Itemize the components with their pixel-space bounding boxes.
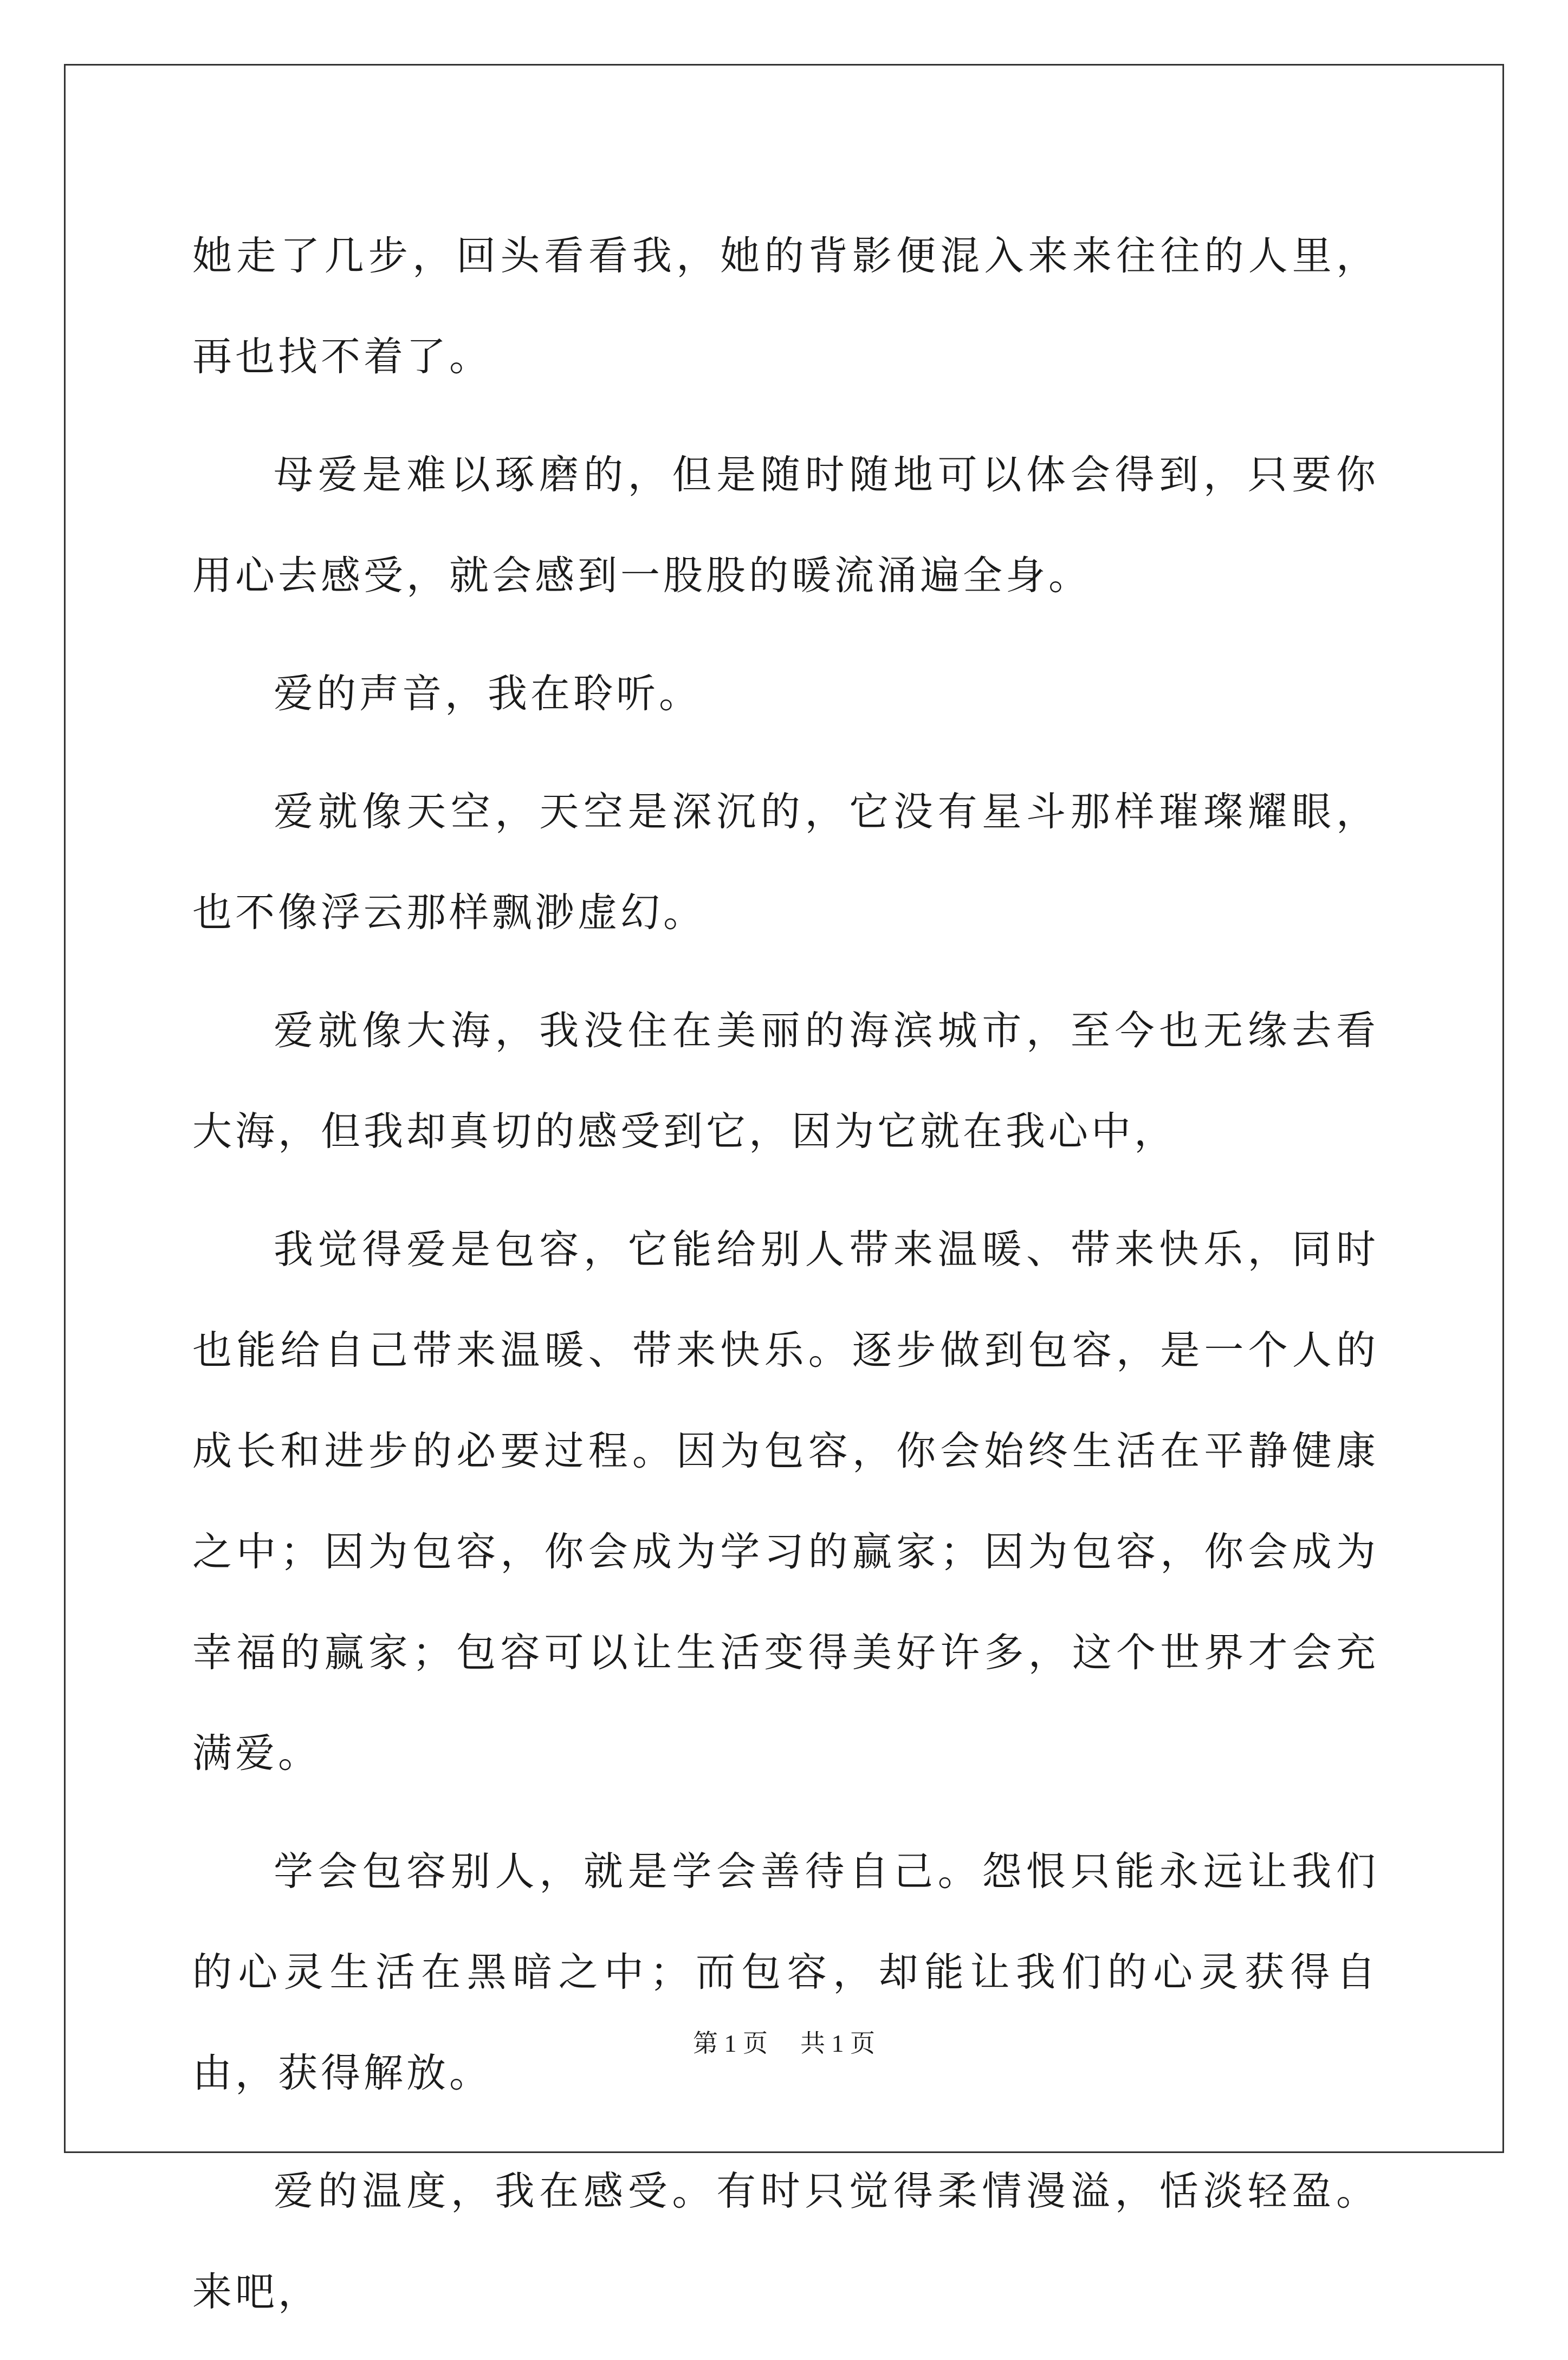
paragraph-2: 母爱是难以琢磨的，但是随时随地可以体会得到，只要你用心去感受，就会感到一股股的暖流涌遍全身。 <box>192 452 1379 599</box>
paragraph-4: 爱就像天空，天空是深沉的，它没有星斗那样璀璨耀眼，也不像浮云那样飘渺虚幻。 <box>192 789 1379 936</box>
paragraph-1: 她走了几步，回头看看我，她的背影便混入来来往往的人里，再也找不着了。 <box>192 233 1379 380</box>
paragraph-7: 学会包容别人，就是学会善待自己。怨恨只能永远让我们的心灵生活在黑暗之中；而包容，却能让我们的心灵获得自由，获得解放。 <box>192 1849 1379 2096</box>
paragraph-8: 爱的温度，我在感受。有时只觉得柔情漫溢，恬淡轻盈。来吧， <box>192 2168 1379 2315</box>
page-footer <box>0 2027 1568 2060</box>
paragraph-3: 爱的声音，我在聆听。 <box>274 671 702 717</box>
page-total: 共 1 页 <box>800 2030 875 2057</box>
paragraph-6: 我觉得爱是包容，它能给别人带来温暖、带来快乐，同时也能给自己带来温暖、带来快乐。逐步做到包容，是一个人的成长和进步的必要过程。因为包容，你会始终生活在平静健康之中；因为包容，你会成为学习的赢家；因为包容，你会成为幸福的赢家；包容可以让生活变得美好许多，这个世界才会充满爱。 <box>192 1227 1379 1777</box>
page-number: 第 1 页 <box>693 2030 768 2057</box>
paragraph-5: 爱就像大海，我没住在美丽的海滨城市，至今也无缘去看大海，但我却真切的感受到它，因为它就在我心中， <box>192 1008 1379 1155</box>
